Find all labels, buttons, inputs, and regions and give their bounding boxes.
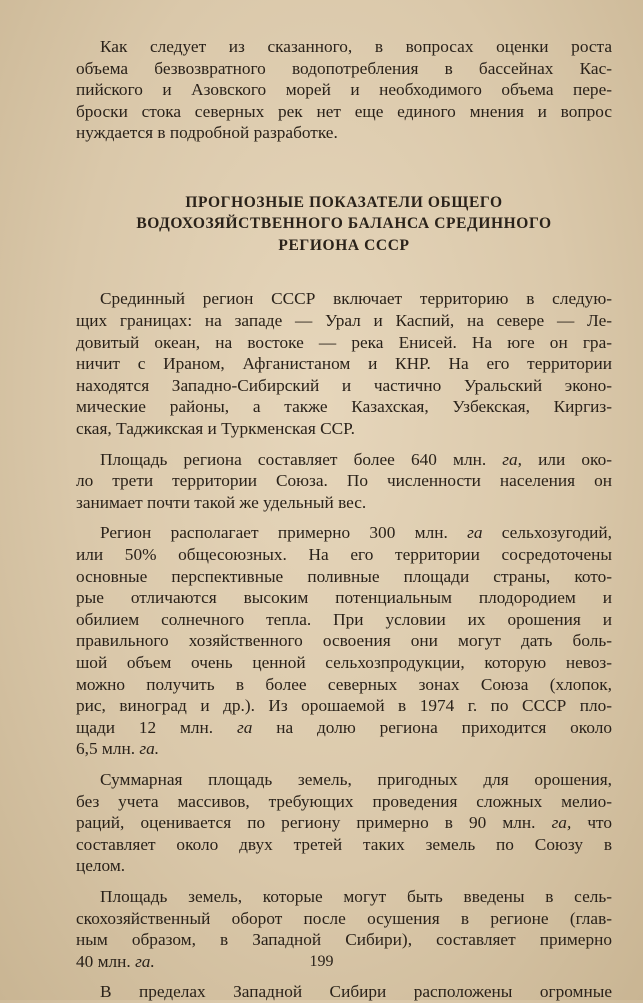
text-line: 40 млн. га. bbox=[76, 951, 155, 971]
text-line: щади 12 млн. га на долю региона приходится около bbox=[76, 717, 612, 737]
heading-line: ПРОГНОЗНЫЕ ПОКАЗАТЕЛИ ОБЩЕГО bbox=[185, 193, 503, 211]
text-line: нуждается в подробной разработке. bbox=[76, 123, 338, 143]
text-line: ничит с Ираном, Афганистаном и КНР. На его территории bbox=[76, 354, 612, 374]
text-line: довитый океан, на востоке — река Енисей. На юге он гра- bbox=[76, 332, 612, 352]
paragraph-3 bbox=[76, 522, 612, 760]
text-line: Площадь региона составляет более 640 млн. га, или око- bbox=[100, 449, 612, 469]
text-line: щих границах: на западе — Урал и Каспий, на севере — Ле- bbox=[76, 311, 612, 331]
text-line: объема безвозвратного водопотребления в бассейнах Кас- bbox=[76, 58, 612, 78]
text-line: Площадь земель, которые могут быть введены в сель- bbox=[100, 886, 612, 906]
paragraph-4 bbox=[76, 769, 612, 877]
text-line: составляет около двух третей таких земель по Союзу в bbox=[76, 834, 612, 854]
text-line: В пределах Западной Сибири расположены огромные bbox=[100, 982, 612, 1002]
text-line: Регион располагает примерно 300 млн. га сельхозугодий, bbox=[100, 523, 612, 543]
text-line: ло трети территории Союза. По численности населения он bbox=[76, 471, 612, 491]
section-heading bbox=[76, 192, 612, 257]
heading-line: ВОДОХОЗЯЙСТВЕННОГО БАЛАНСА СРЕДИННОГО bbox=[136, 215, 552, 233]
text-line: раций, оценивается по региону примерно в 90 млн. га, что bbox=[76, 813, 612, 833]
text-line: обилием солнечного тепла. При условии их орошения и bbox=[76, 609, 612, 629]
text-line: целом. bbox=[76, 856, 126, 876]
text-line: можно получить в более северных зонах Союза (хлопок, bbox=[76, 674, 612, 694]
page-number: 199 bbox=[309, 953, 334, 970]
text-line: Суммарная площадь земель, пригодных для орошения, bbox=[100, 769, 612, 789]
text-line: ным образом, в Западной Сибири), составляет примерно bbox=[76, 930, 612, 950]
heading-line: РЕГИОНА СССР bbox=[278, 236, 410, 254]
intro-paragraph bbox=[76, 36, 612, 144]
text-line: без учета массивов, требующих проведения сложных мелио- bbox=[76, 791, 612, 811]
text-line: броски стока северных рек нет еще единого мнения и вопрос bbox=[76, 101, 612, 121]
text-line: Как следует из сказанного, в вопросах оценки роста bbox=[100, 37, 612, 56]
text-line: пийского и Азовского морей и необходимого объема пере- bbox=[76, 80, 612, 100]
text-line: находятся Западно-Сибирский и частично Уральский эконо- bbox=[76, 375, 612, 395]
text-line: рис, виноград и др.). Из орошаемой в 1974 г. по СССР пло- bbox=[76, 696, 612, 716]
text-line: рые отличаются высоким потенциальным плодородием и bbox=[76, 588, 612, 608]
paragraph-2 bbox=[76, 449, 612, 514]
text-line: ская, Таджикская и Туркменская ССР. bbox=[76, 419, 355, 439]
text-line: мические районы, а также Казахская, Узбекская, Киргиз- bbox=[76, 397, 612, 417]
text-line: или 50% общесоюзных. На его территории сосредоточены bbox=[76, 545, 612, 564]
text-line: шой объем очень ценной сельхозпродукции, которую невоз- bbox=[76, 652, 612, 672]
text-line: основные перспективные поливные площади страны, кото- bbox=[76, 566, 612, 586]
page-body bbox=[76, 36, 612, 1003]
text-line: Срединный регион СССР включает территорию в следую- bbox=[100, 289, 612, 309]
text-line: занимает почти такой же удельный вес. bbox=[76, 492, 367, 512]
text-line: 6,5 млн. га. bbox=[76, 739, 160, 759]
text-line: скохозяйственный оборот после осушения в регионе (глав- bbox=[76, 908, 612, 928]
paragraph-1 bbox=[76, 288, 612, 439]
text-line: правильного хозяйственного освоения они могут дать боль- bbox=[76, 631, 612, 651]
